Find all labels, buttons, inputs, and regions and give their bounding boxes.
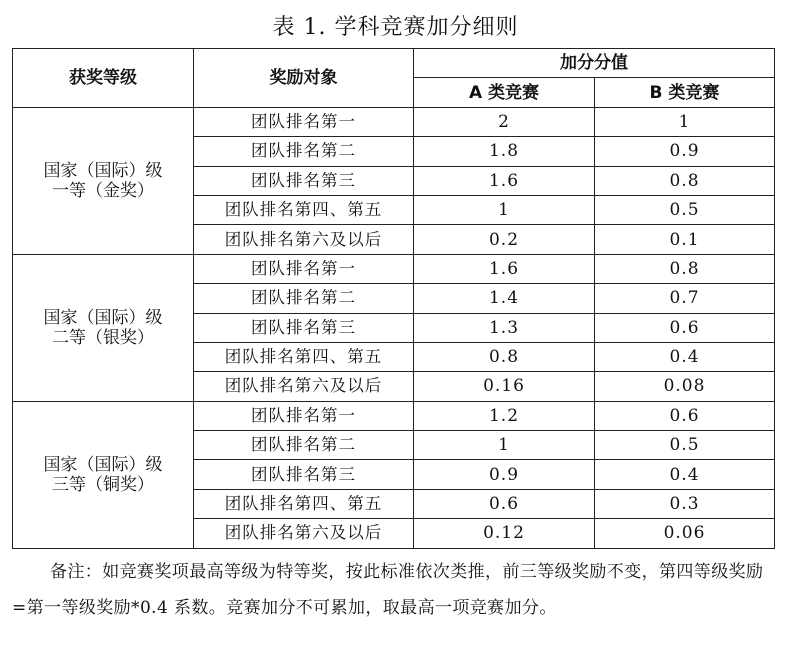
a-score-cell: 2 (414, 107, 595, 136)
target-cell: 团队排名第三 (194, 313, 414, 342)
table-row (13, 254, 775, 283)
b-score-cell: 0.7 (595, 284, 775, 313)
header-a-class: A 类竞赛 (414, 78, 595, 107)
table-row (13, 107, 775, 136)
award-level-cell (13, 254, 194, 401)
a-score-cell: 0.12 (414, 519, 595, 548)
b-score-cell: 0.06 (595, 519, 775, 548)
scoring-rules-table (12, 48, 775, 549)
table-body (13, 107, 775, 548)
b-score-cell: 0.1 (595, 225, 775, 254)
target-cell: 团队排名第二 (194, 431, 414, 460)
a-score-cell: 0.9 (414, 460, 595, 489)
target-cell: 团队排名第四、第五 (194, 342, 414, 371)
award-level-cell (13, 107, 194, 254)
a-score-cell: 1.8 (414, 137, 595, 166)
table-title: 表 1. 学科竞赛加分细则 (272, 15, 519, 40)
a-score-cell: 1.6 (414, 254, 595, 283)
a-score-cell: 1 (414, 431, 595, 460)
award-level-line1: 国家（国际）级 (43, 454, 163, 475)
a-score-cell: 0.2 (414, 225, 595, 254)
award-level-cell (13, 401, 194, 548)
target-cell: 团队排名第一 (194, 254, 414, 283)
table-note: 备注：如竞赛奖项最高等级为特等奖，按此标准依次类推，前三等级奖励不变，第四等级奖励=第一等级奖励*0.4 系数。竞赛加分不可累加，取最高一项竞赛加分。 (12, 562, 764, 618)
b-score-cell: 0.8 (595, 166, 775, 195)
header-score: 加分分值 (414, 49, 775, 78)
a-score-cell: 1 (414, 195, 595, 224)
b-score-cell: 0.4 (595, 460, 775, 489)
a-score-cell: 1.6 (414, 166, 595, 195)
b-score-cell: 0.6 (595, 313, 775, 342)
award-level-line1: 国家（国际）级 (43, 307, 163, 328)
a-score-cell: 0.8 (414, 342, 595, 371)
b-score-cell: 0.3 (595, 489, 775, 518)
target-cell: 团队排名第一 (194, 107, 414, 136)
b-score-cell: 0.8 (595, 254, 775, 283)
target-cell: 团队排名第四、第五 (194, 489, 414, 518)
a-score-cell: 1.4 (414, 284, 595, 313)
a-score-cell: 0.16 (414, 372, 595, 401)
b-score-cell: 0.08 (595, 372, 775, 401)
a-score-cell: 1.2 (414, 401, 595, 430)
b-score-cell: 0.4 (595, 342, 775, 371)
target-cell: 团队排名第六及以后 (194, 519, 414, 548)
target-cell: 团队排名第二 (194, 284, 414, 313)
header-target: 奖励对象 (194, 49, 414, 108)
header-b-class: B 类竞赛 (595, 78, 775, 107)
table-row (13, 401, 775, 430)
target-cell: 团队排名第六及以后 (194, 225, 414, 254)
award-level-line2: 二等（银奖） (52, 327, 154, 348)
award-level-line2: 一等（金奖） (52, 180, 154, 201)
award-level-line2: 三等（铜奖） (52, 474, 154, 495)
header-level: 获奖等级 (13, 49, 194, 108)
header-row (13, 49, 775, 78)
target-cell: 团队排名第四、第五 (194, 195, 414, 224)
b-score-cell: 0.6 (595, 401, 775, 430)
target-cell: 团队排名第二 (194, 137, 414, 166)
target-cell: 团队排名第三 (194, 166, 414, 195)
b-score-cell: 0.9 (595, 137, 775, 166)
a-score-cell: 1.3 (414, 313, 595, 342)
target-cell: 团队排名第六及以后 (194, 372, 414, 401)
target-cell: 团队排名第三 (194, 460, 414, 489)
award-level-line1: 国家（国际）级 (43, 160, 163, 181)
target-cell: 团队排名第一 (194, 401, 414, 430)
b-score-cell: 0.5 (595, 431, 775, 460)
a-score-cell: 0.6 (414, 489, 595, 518)
b-score-cell: 0.5 (595, 195, 775, 224)
b-score-cell: 1 (595, 107, 775, 136)
